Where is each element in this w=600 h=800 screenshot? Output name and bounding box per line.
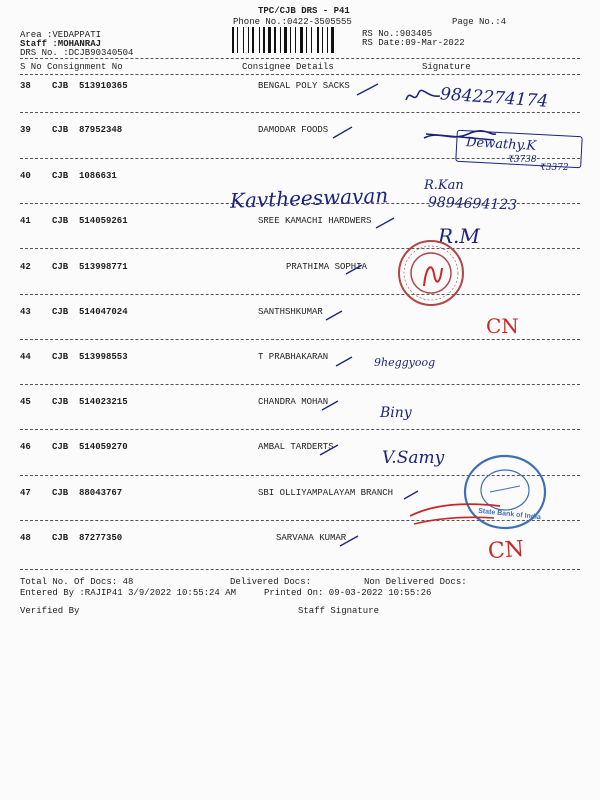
column-header-signature: Signature [422, 62, 471, 72]
row-consignment-no: 513998553 [79, 352, 128, 362]
drs-number: DRS No. :DCJB90340504 [20, 48, 134, 58]
row-prefix: CJB [52, 533, 69, 543]
row-consignment-no: 514047024 [79, 307, 128, 317]
row-consignee: SANTHSHKUMAR [258, 307, 323, 317]
row-consignee: T PRABHAKARAN [258, 352, 329, 362]
tick-mark-45 [322, 401, 338, 410]
tick-mark-44 [336, 357, 352, 366]
delivered-docs: Delivered Docs: [230, 577, 312, 587]
tick-mark-38 [357, 84, 378, 95]
row-consignee: CHANDRA MOHAN [258, 397, 329, 407]
row-consignment-no: 513998771 [79, 262, 128, 272]
row-sno: 42 [20, 262, 31, 272]
printed-on: Printed On: 09-03-2022 10:55:26 [264, 588, 432, 598]
row-sno: 43 [20, 307, 31, 317]
row-sno: 48 [20, 533, 31, 543]
row-consignment-no: 514059270 [79, 442, 128, 452]
handwritten-cn-48: CN [487, 536, 525, 565]
handwritten-initial-41: R.M [438, 224, 480, 248]
total-docs: Total No. Of Docs: 48 [20, 577, 134, 587]
rs-date: RS Date:09-Mar-2022 [362, 38, 465, 48]
row-sno: 41 [20, 216, 31, 226]
staff-signature: Staff Signature [298, 606, 380, 616]
row-prefix: CJB [52, 488, 69, 498]
row-consignee: BENGAL POLY SACKS [258, 81, 350, 91]
row-prefix: CJB [52, 171, 69, 181]
row-consignment-no: 1086631 [79, 171, 117, 181]
row-consignment-no: 513910365 [79, 81, 128, 91]
column-header-consignment: Consignment No [47, 62, 123, 72]
row-consignment-no: 87952348 [79, 125, 123, 135]
phone-number: Phone No.:0422-3505555 [233, 17, 352, 27]
handwritten-name-40: Kavtheeswavan [229, 183, 389, 213]
page-number: Page No.:4 [452, 17, 507, 27]
area-label: Area :VEDAPPATI [20, 30, 102, 40]
row-prefix: CJB [52, 216, 69, 226]
row-prefix: CJB [52, 262, 69, 272]
handwritten-name-39: Dewathy.K [465, 135, 537, 154]
tick-mark-48 [340, 536, 358, 546]
report-title: TPC/CJB DRS - P41 [258, 6, 350, 16]
staff-label: Staff :MOHANRAJ [20, 39, 102, 49]
tick-mark-43 [326, 311, 342, 320]
tick-mark-42 [346, 265, 362, 274]
verified-by: Verified By [20, 606, 80, 616]
entered-by: Entered By :RAJIP41 3/9/2022 10:55:24 AM [20, 588, 237, 598]
non-delivered-docs: Non Delivered Docs: [364, 577, 467, 587]
tick-mark-47 [404, 491, 418, 499]
bank-seal-label: State Bank of India [477, 507, 542, 522]
row-consignee: PRATHIMA SOPHIA [286, 262, 368, 272]
row-prefix: CJB [52, 397, 69, 407]
row-sno: 39 [20, 125, 31, 135]
row-consignment-no: 514023215 [79, 397, 128, 407]
handwritten-scrawl-46: V.Samy [382, 448, 445, 468]
row-consignee: SARVANA KUMAR [276, 533, 347, 543]
row-sno: 45 [20, 397, 31, 407]
handwritten-initial-40: R.Kan [424, 178, 464, 193]
row-sno: 40 [20, 171, 31, 181]
row-consignment-no: 87277350 [79, 533, 123, 543]
handwritten-scrawl-44: 9heggyoog [374, 356, 436, 369]
handwritten-cn-43: CN [486, 314, 519, 338]
row-sno: 38 [20, 81, 31, 91]
row-prefix: CJB [52, 442, 69, 452]
handwritten-amount-39b: ₹3372 [540, 163, 569, 173]
handwritten-phone-38: 9842274174 [439, 84, 549, 112]
row-prefix: CJB [52, 307, 69, 317]
row-consignment-no: 88043767 [79, 488, 123, 498]
handwritten-phone-40: 9894694123 [427, 194, 518, 214]
row-sno: 44 [20, 352, 31, 362]
row-consignee: AMBAL TARDERTS [258, 442, 334, 452]
row-prefix: CJB [52, 81, 69, 91]
row-consignee: SREE KAMACHI HARDWERS [258, 216, 372, 226]
column-header-details: Consignee Details [242, 62, 334, 72]
rs-number: RS No.:903405 [362, 29, 433, 39]
row-consignee: DAMODAR FOODS [258, 125, 329, 135]
tick-mark-41 [376, 218, 394, 228]
row-consignee: SBI OLLIYAMPALAYAM BRANCH [258, 488, 394, 498]
row-prefix: CJB [52, 125, 69, 135]
handwritten-amount-39a: ₹3738 [508, 155, 537, 165]
row-sno: 46 [20, 442, 31, 452]
tick-mark-46 [320, 445, 338, 455]
column-header-sno: S No [20, 62, 42, 72]
row-consignment-no: 514059261 [79, 216, 128, 226]
tick-mark-39 [333, 127, 352, 138]
row-prefix: CJB [52, 352, 69, 362]
handwritten-scrawl-45: Biny [380, 405, 412, 421]
row-sno: 47 [20, 488, 31, 498]
